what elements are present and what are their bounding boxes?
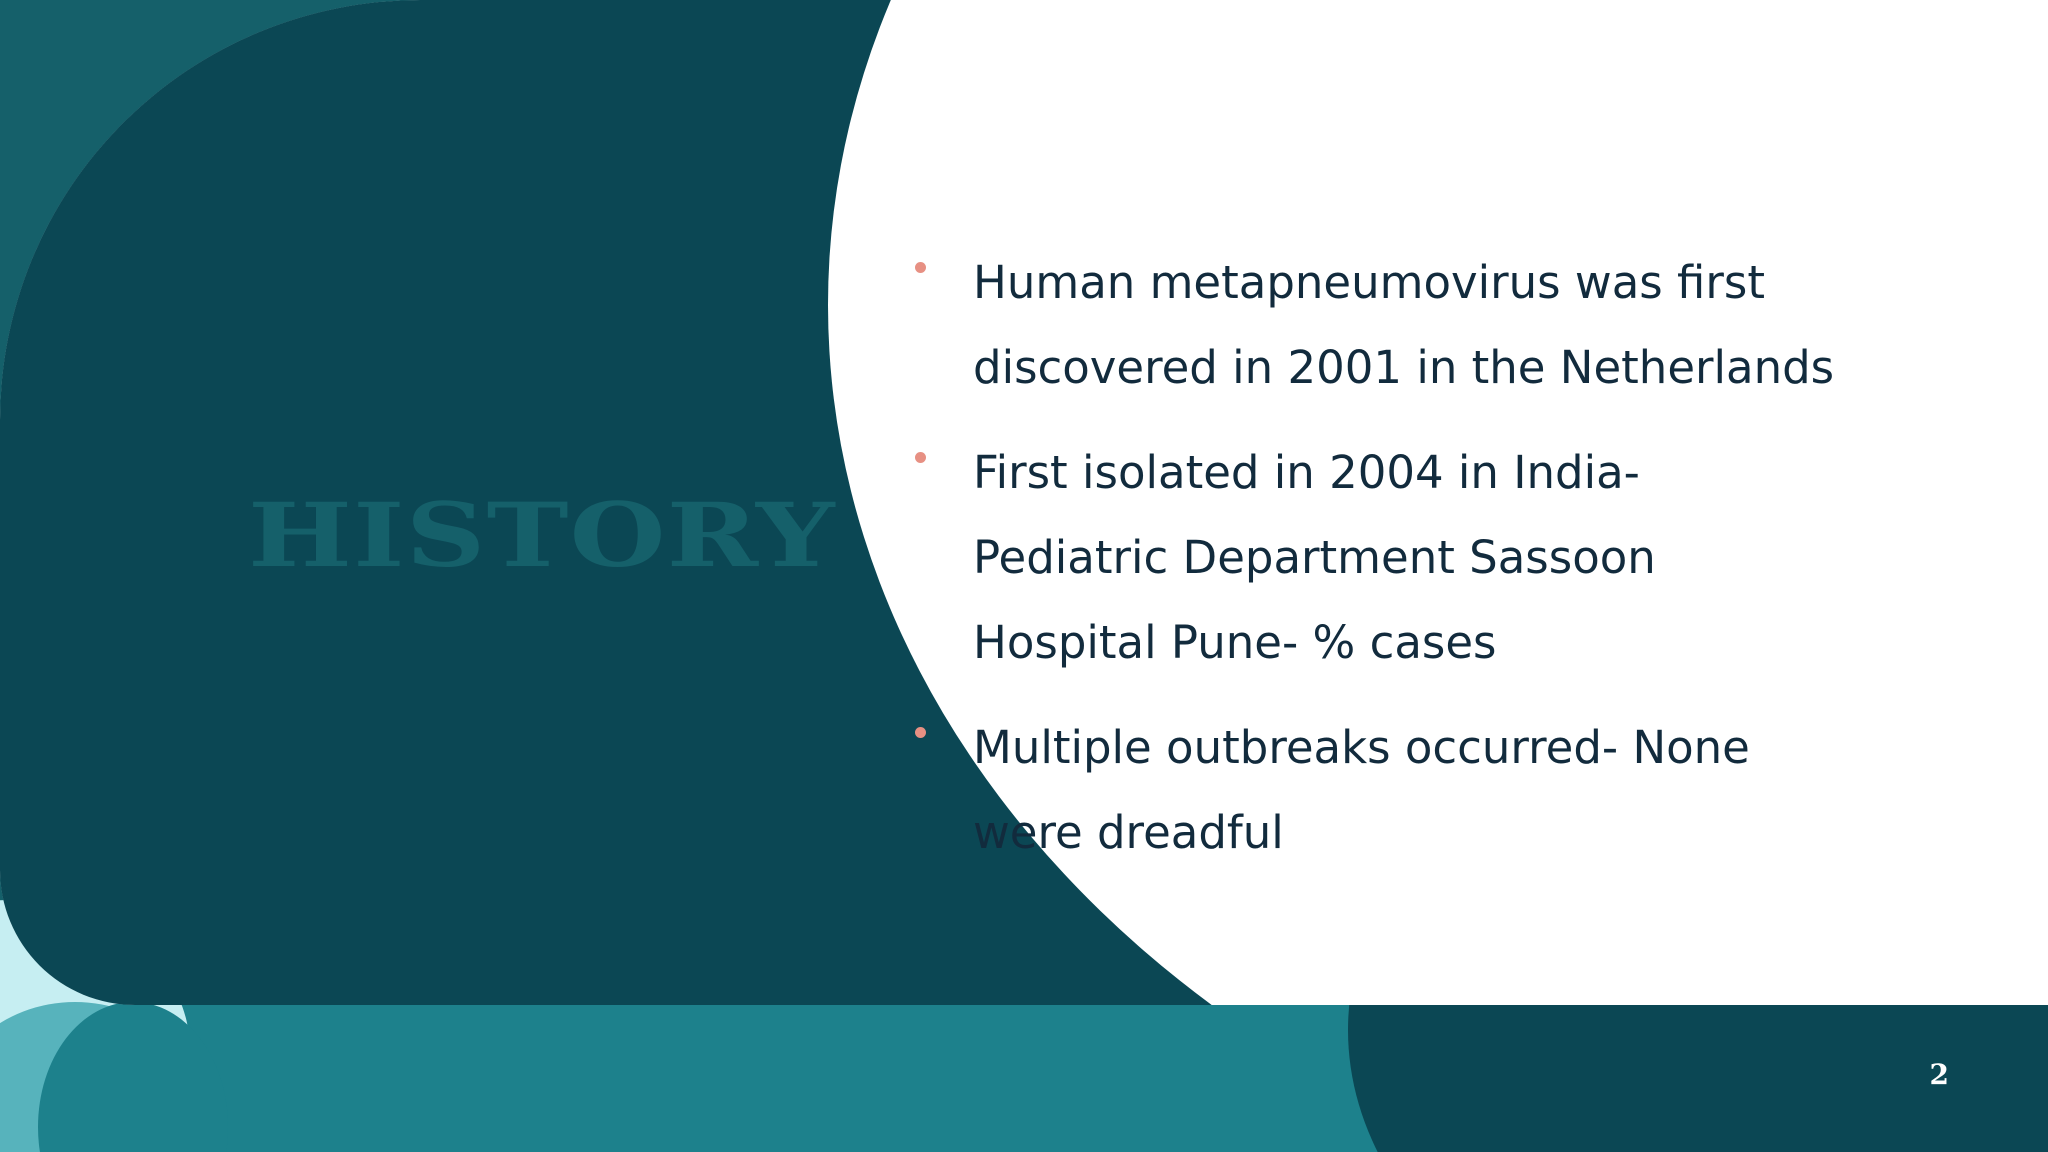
page-number: 2 — [1929, 1058, 1949, 1091]
bullet-item-3 — [915, 705, 1875, 875]
bullet-text-1: Human metapneumovirus was first discovered in 2001 in the Netherlands — [973, 256, 1835, 394]
bullet-text-3: Multiple outbreaks occurred- None were dreadful — [973, 721, 1750, 859]
bullet-point-icon — [915, 452, 926, 463]
bullet-point-icon — [915, 727, 926, 738]
bullet-text-2: First isolated in 2004 in India- Pediatric Department Sassoon Hospital Pune- % cases — [973, 446, 1656, 669]
bullet-item-1 — [915, 240, 1875, 410]
bullet-item-2 — [915, 430, 1875, 685]
bullet-point-icon — [915, 262, 926, 273]
bullet-list — [915, 240, 1875, 895]
slide-title: HISTORY — [248, 483, 836, 587]
